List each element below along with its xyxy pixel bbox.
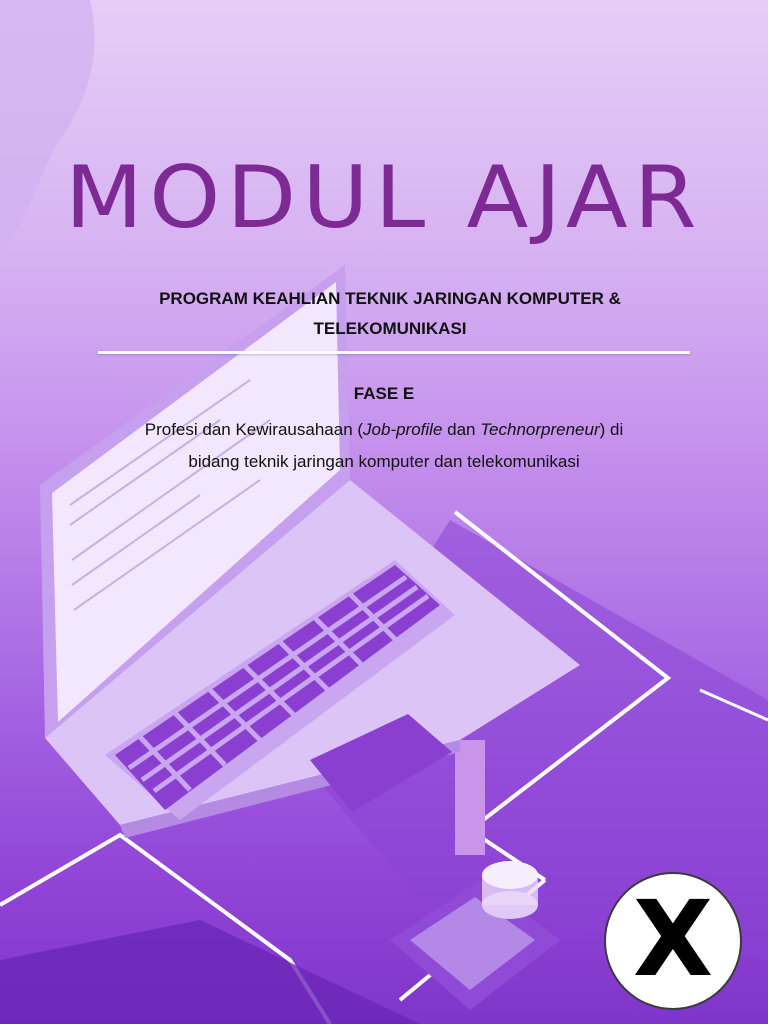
description-text-3: ) di <box>599 420 624 439</box>
description-italic-2: Technorpreneur <box>480 420 600 439</box>
description-text-1: Profesi dan Kewirausahaan ( <box>144 420 364 439</box>
fase-label: FASE E <box>353 384 415 403</box>
program-line-1: PROGRAM KEAHLIAN TEKNIK JARINGAN KOMPUTER & <box>159 289 621 308</box>
program-line-2: TELEKOMUNIKASI <box>313 319 467 338</box>
module-description <box>80 414 688 478</box>
description-text-2: dan <box>442 420 481 439</box>
description-line-2: bidang teknik jaringan komputer dan telekomunikasi <box>188 452 580 471</box>
close-icon: X <box>632 878 714 1000</box>
description-line-1 <box>80 414 688 446</box>
program-heading <box>90 284 690 344</box>
document-title: MODUL AJAR <box>65 148 703 248</box>
description-italic-1: Job-profile <box>363 420 443 439</box>
close-button[interactable] <box>604 872 742 1010</box>
divider <box>98 351 690 354</box>
